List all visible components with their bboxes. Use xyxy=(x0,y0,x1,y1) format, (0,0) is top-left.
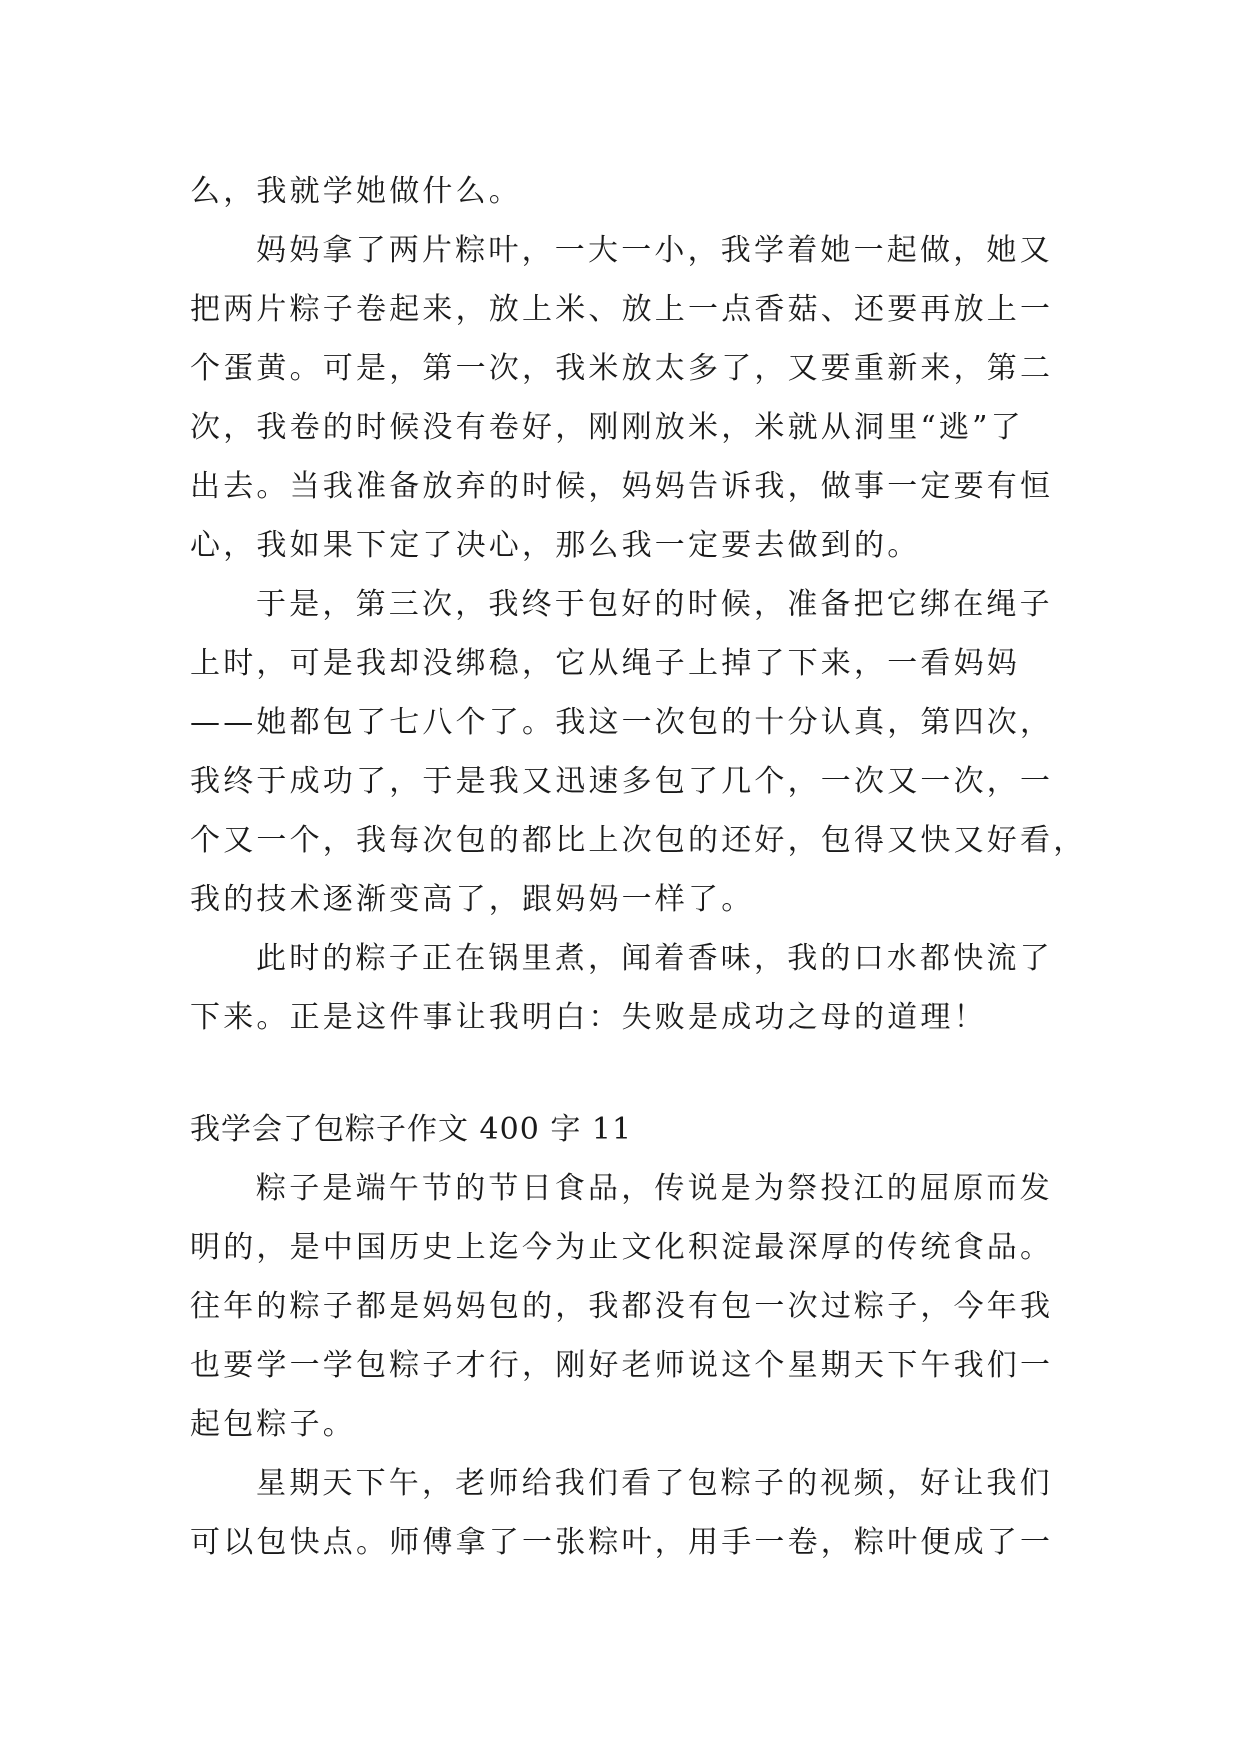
paragraph-start-line: 星期天下午，老师给我们看了包粽子的视频，好让我们 xyxy=(256,1466,1053,1501)
paragraph-start-line: 此时的粽子正在锅里煮，闻着香味，我的口水都快流了 xyxy=(256,941,1053,976)
text-line: 明的，是中国历史上迄今为止文化积淀最深厚的传统食品。 xyxy=(190,1230,1054,1265)
paragraph-start-line: 粽子是端午节的节日食品，传说是为祭投江的屈原而发 xyxy=(256,1171,1053,1206)
text-line: 么，我就学她做什么。 xyxy=(190,174,522,209)
text-line: 心，我如果下定了决心，那么我一定要去做到的。 xyxy=(190,528,921,563)
text-line: 把两片粽子卷起来，放上米、放上一点香菇、还要再放上一 xyxy=(190,292,1054,327)
text-line: 上时，可是我却没绑稳，它从绳子上掉了下来，一看妈妈 xyxy=(190,646,1020,681)
paragraph-start-line: 于是，第三次，我终于包好的时候，准备把它绑在绳子 xyxy=(256,587,1053,622)
text-line: 也要学一学包粽子才行，刚好老师说这个星期天下午我们一 xyxy=(190,1348,1054,1383)
paragraph-start-line: 妈妈拿了两片粽叶，一大一小，我学着她一起做，她又 xyxy=(256,233,1053,268)
text-line: 往年的粽子都是妈妈包的，我都没有包一次过粽子，今年我 xyxy=(190,1289,1054,1324)
text-line: 个又一个，我每次包的都比上次包的还好，包得又快又好看， xyxy=(190,823,1087,858)
text-line: 我的技术逐渐变高了，跟妈妈一样了。 xyxy=(190,882,755,917)
text-line: 我终于成功了，于是我又迅速多包了几个，一次又一次，一 xyxy=(190,764,1054,799)
text-line: 次，我卷的时候没有卷好，刚刚放米，米就从洞里“逃”了 xyxy=(190,410,1024,445)
text-line: 个蛋黄。可是，第一次，我米放太多了，又要重新来，第二 xyxy=(190,351,1054,386)
text-line: 起包粽子。 xyxy=(190,1407,356,1442)
essay-body xyxy=(190,162,1087,1572)
text-line: ——她都包了七八个了。我这一次包的十分认真，第四次， xyxy=(190,705,1054,740)
essay-title: 我学会了包粽子作文 400 字 11 xyxy=(190,1112,633,1147)
text-line: 可以包快点。师傅拿了一张粽叶，用手一卷，粽叶便成了一 xyxy=(190,1525,1054,1560)
section-gap xyxy=(190,1047,1070,1100)
text-line: 下来。正是这件事让我明白：失败是成功之母的道理！ xyxy=(190,1000,987,1035)
text-line: 出去。当我准备放弃的时候，妈妈告诉我，做事一定要有恒 xyxy=(190,469,1054,504)
